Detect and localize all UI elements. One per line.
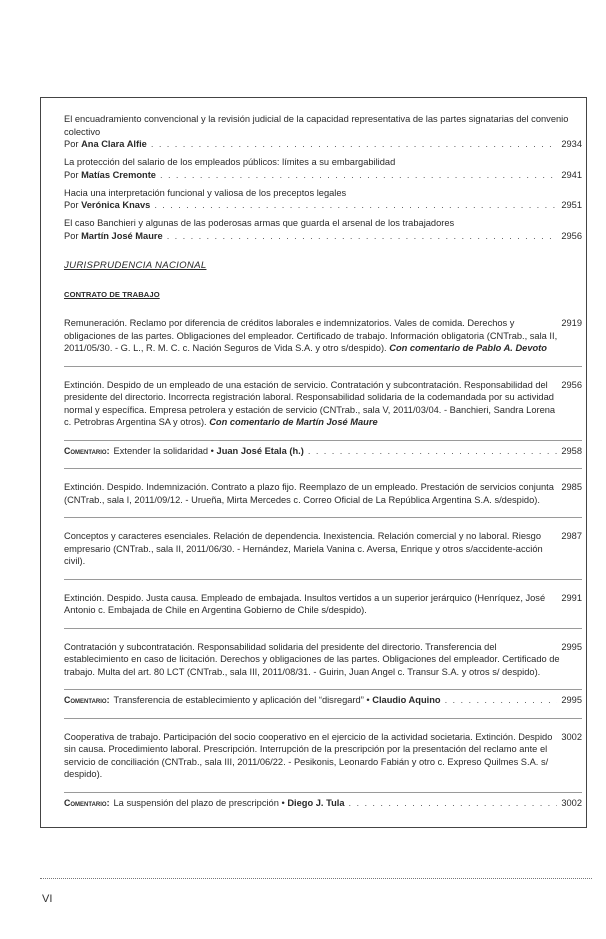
subsection-title: CONTRATO DE TRABAJO (64, 289, 160, 299)
commentary-author: Diego J. Tula (287, 797, 345, 808)
commentary-line (64, 797, 582, 810)
page-folio: VI (42, 893, 53, 905)
commentary-title: Extender la solidaridad • (113, 445, 214, 456)
article-by: Por (64, 139, 79, 149)
case-page: 2995 (561, 641, 582, 652)
article-by: Por (64, 200, 79, 210)
divider (64, 468, 582, 469)
article-by: Por (64, 230, 79, 241)
article-by: Por (64, 169, 79, 180)
case-page: 2987 (561, 531, 582, 541)
article-entry (64, 156, 582, 181)
article-page: 2934 (561, 139, 582, 149)
divider (64, 440, 582, 441)
index-content (64, 113, 582, 809)
commentary-page: 3002 (561, 797, 582, 808)
section-title: JURISPRUDENCIA NACIONAL (64, 260, 207, 271)
case-entry (64, 592, 582, 617)
case-entry (64, 317, 582, 355)
article-author: Matías Cremonte (81, 169, 156, 180)
case-summary: Extinción. Despido. Justa causa. Empleado de embajada. Insultos vertidos a un superior jerárquico (Henríquez, José Antonio c. Embajada de Chile en Argentina Gobierno de Chile s/despido). (64, 592, 546, 615)
dot-leader (349, 797, 558, 810)
divider (64, 628, 582, 629)
case-entry (64, 379, 582, 429)
divider (64, 792, 582, 793)
case-summary: Conceptos y caracteres esenciales. Relación de dependencia. Inexistencia. Relación comercial y no laboral. Riesgo empresario (CNTrab., sala II, 2011/06/30. - Hernández, Mariela Vanina c. Aversa, Enrique y otros s/accidente-acción civil). (64, 531, 543, 566)
article-page: 2951 (561, 200, 582, 210)
case-comment-author: Con comentario de Martín José Maure (209, 417, 378, 427)
case-summary: Extinción. Despido. Indemnización. Contrato a plazo fijo. Reemplazo de un empleado. Prestación de servicios conjunta (CNTrab., sala I, 2011/09/12. - Urueña, Mirta Mercedes c. Correo Oficial de La República Argentina S.A. s/despido). (64, 482, 554, 505)
case-page: 2919 (561, 318, 582, 328)
divider (64, 689, 582, 690)
article-author: Verónica Knavs (81, 200, 151, 210)
commentary-author: Claudio Aquino (372, 695, 441, 705)
commentary-title: La suspensión del plazo de prescripción • (113, 797, 285, 808)
case-summary: Extinción. Despido de un empleado de una estación de servicio. Contratación y subcontratación. Responsabilidad del presidente del directorio. Incorrecta registración laboral. Responsabilidad solidaria de la codemandada por su actividad normal y específica. Empresa petrolera y estación de servicio (CNTrab., sala V, 2011/03/04. - Banchieri, Sandra Lorena c. Petrobras Argentina SA y otros). (64, 379, 556, 427)
dot-leader (160, 169, 557, 182)
commentary-page: 2995 (561, 695, 582, 705)
article-title: El encuadramiento convencional y la revisión judicial de la capacidad representativa de las partes signatarias del convenio colectivo (64, 114, 569, 137)
divider (64, 718, 582, 719)
case-entry (64, 641, 582, 679)
commentary-page: 2958 (561, 445, 582, 456)
article-author: Ana Clara Alfie (81, 139, 147, 149)
article-entry (64, 187, 582, 212)
bottom-rule (40, 878, 592, 879)
case-summary: Cooperativa de trabajo. Participación del socio cooperativo en el ejercicio de la actividad societaria. Extinción. Despido sin causa. Procedimiento laboral. Prescripción. Interrupción de la prescripción por la presentación del reclamo ante el servicio de conciliación (CNTrab., sala III, 2011/06/22. - Pesikonis, Leonardo Fabián y otro c. Expreso Quilmes S.A. s/ despido). (64, 731, 553, 779)
commentary-tag: Comentario: (64, 445, 110, 456)
divider (64, 366, 582, 367)
commentary-title: Transferencia de establecimiento y aplicación del “disregard” • (113, 695, 370, 705)
case-page: 2991 (561, 592, 582, 603)
commentary-author: Juan José Etala (h.) (216, 445, 304, 456)
article-entry (64, 217, 582, 242)
case-summary: Remuneración. Reclamo por diferencia de créditos laborales e indemnizatorios. Vales de comida. Derechos y obligaciones de las partes. Obligaciones del empleador. Certificado de trabajo. Información obligatoria (CNTrab., sala II, 2011/05/30. - G. L., R. M. C. c. Nación Seguros de Vida S.A. y otro s/despido). (64, 318, 558, 353)
commentary-line (64, 694, 582, 707)
commentary-line (64, 445, 582, 458)
dot-leader (151, 138, 557, 151)
dot-leader (308, 445, 557, 458)
case-summary: Contratación y subcontratación. Responsabilidad solidaria del presidente del directorio. Transferencia del establecimiento en caso de licitación. Derechos y obligaciones de las partes. Obligaciones del empleador. Certificado de trabajo. Multa del art. 80 LCT (CNTrab., sala III, 2011/08/31. - Guirin, Juan Angel c. Transur S.A. y otros s/ despido). (64, 641, 560, 677)
case-entry (64, 530, 582, 568)
dot-leader (167, 230, 558, 243)
case-entry (64, 481, 582, 506)
article-title: La protección del salario de los empleados públicos: límites a su embargabilidad (64, 157, 396, 167)
case-page: 2985 (561, 482, 582, 492)
article-page: 2941 (561, 169, 582, 180)
article-entry (64, 113, 582, 151)
divider (64, 579, 582, 580)
case-page: 3002 (561, 731, 582, 742)
article-author: Martín José Maure (81, 230, 163, 241)
dot-leader (445, 694, 558, 707)
article-page: 2956 (561, 230, 582, 241)
commentary-tag: Comentario: (64, 797, 110, 808)
divider (64, 517, 582, 518)
article-title: El caso Banchieri y algunas de las poderosas armas que guarda el arsenal de los trabajadores (64, 218, 455, 228)
dot-leader (154, 199, 557, 212)
commentary-tag: Comentario: (64, 695, 110, 705)
article-title: Hacia una interpretación funcional y valiosa de los preceptos legales (64, 187, 347, 198)
case-entry (64, 731, 582, 781)
case-page: 2956 (561, 379, 582, 390)
case-comment-author: Con comentario de Pablo A. Devoto (389, 343, 547, 353)
